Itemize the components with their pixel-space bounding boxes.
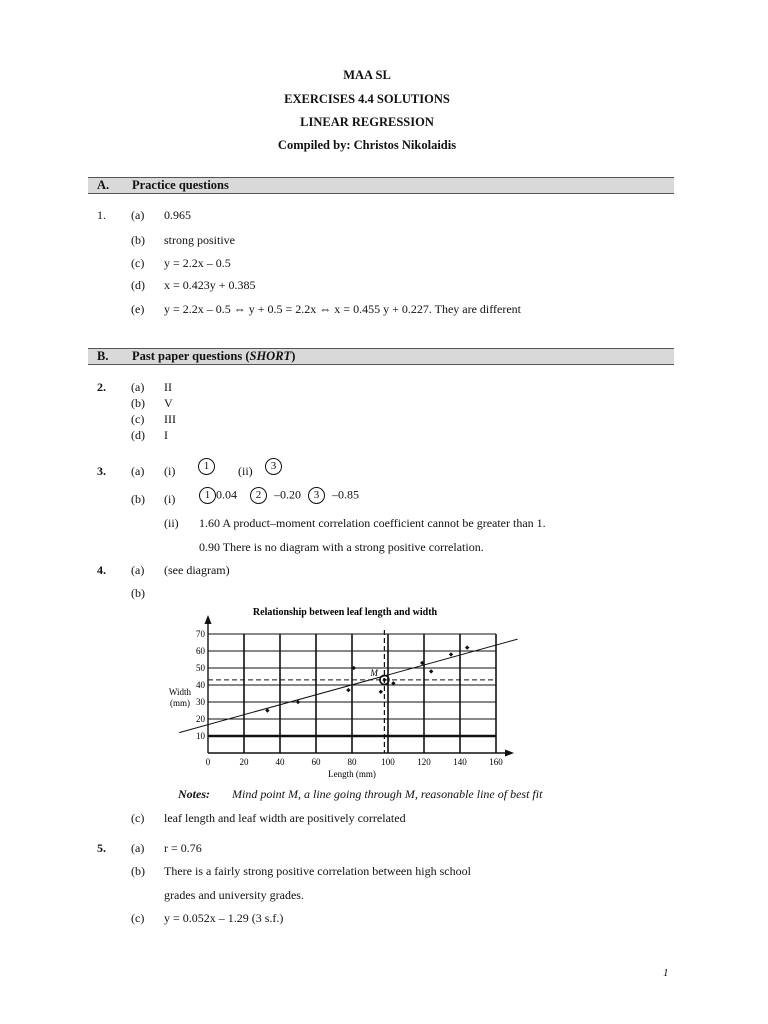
q3b-ii-label: (ii) xyxy=(164,516,179,530)
leaf-scatter-chart xyxy=(160,600,530,780)
x-tick-label-100: 100 xyxy=(381,757,395,767)
y-axis-arrow xyxy=(205,615,212,624)
q3b-ii-line1: 1.60 A product–moment correlation coefficient cannot be greater than 1. xyxy=(199,516,546,530)
data-point-5 xyxy=(379,690,383,694)
q2c-answer: III xyxy=(164,412,176,426)
q3b-ii-line2: 0.90 There is no diagram with a strong positive correlation. xyxy=(199,540,484,554)
q3b-value-3: –0.85 xyxy=(332,487,359,502)
q2c-label: (c) xyxy=(131,412,145,426)
q4-notes-label: Notes: xyxy=(178,787,210,801)
section-a-title: Practice questions xyxy=(132,178,229,192)
data-point-9 xyxy=(449,652,453,656)
section-a-header xyxy=(88,177,674,194)
q3a-ii-label: (ii) xyxy=(238,464,253,478)
y-tick-label-50: 50 xyxy=(196,663,205,673)
q3-number: 3. xyxy=(97,464,106,478)
q1b-label: (b) xyxy=(131,233,145,247)
q3a-ii-circle-number: 3 xyxy=(265,458,282,475)
section-b-title-prefix: Past paper questions ( xyxy=(132,349,250,363)
x-tick-label-140: 140 xyxy=(453,757,467,767)
section-b-title xyxy=(132,349,295,364)
q1d-answer: x = 0.423y + 0.385 xyxy=(164,278,256,292)
section-b-header xyxy=(88,348,674,365)
q3a-i-circle xyxy=(198,458,215,475)
q3a-ii-circle xyxy=(265,458,282,475)
q1c-answer: y = 2.2x – 0.5 xyxy=(164,256,231,270)
data-point-8 xyxy=(429,669,433,673)
q2d-answer: I xyxy=(164,428,168,442)
q4-notes-text: Mind point M, a line going through M, reasonable line of best fit xyxy=(232,787,543,801)
y-tick-label-30: 30 xyxy=(196,697,205,707)
y-tick-label-60: 60 xyxy=(196,646,205,656)
q3a-label: (a) xyxy=(131,464,145,478)
q5c-label: (c) xyxy=(131,911,145,925)
q4a-label: (a) xyxy=(131,563,145,577)
q1a-answer: 0.965 xyxy=(164,208,191,222)
q2b-label: (b) xyxy=(131,396,145,410)
q3b-value-1: 0.04 xyxy=(216,487,237,502)
y-axis-label-line2: (mm) xyxy=(170,697,190,708)
mean-point-dot xyxy=(383,678,386,681)
mean-point-label: M xyxy=(370,667,378,678)
q3a-i-circle-number: 1 xyxy=(198,458,215,475)
q1b-answer: strong positive xyxy=(164,233,235,247)
q4c-answer: leaf length and leaf width are positively correlated xyxy=(164,811,406,825)
q5c-answer: y = 0.052x – 1.29 (3 s.f.) xyxy=(164,911,284,925)
y-tick-label-20: 20 xyxy=(196,714,205,724)
q3b-i-label: (i) xyxy=(164,492,176,506)
q3a-i-label: (i) xyxy=(164,464,176,478)
q5b-answer-line1: There is a fairly strong positive correlation between high school xyxy=(164,864,471,878)
data-point-10 xyxy=(465,645,469,649)
doc-course: MAA SL xyxy=(343,68,391,82)
x-tick-label-20: 20 xyxy=(239,757,249,767)
q1d-label: (d) xyxy=(131,278,145,292)
q2b-answer: V xyxy=(164,396,173,410)
q1-number: 1. xyxy=(97,208,106,222)
q1c-label: (c) xyxy=(131,256,145,270)
x-tick-label-80: 80 xyxy=(347,757,357,767)
doc-topic: LINEAR REGRESSION xyxy=(300,115,434,129)
q1e-label: (e) xyxy=(131,302,145,316)
q1e-answer: y = 2.2x – 0.5 ⇔ y + 0.5 = 2.2x ⇔ x = 0.455 y + 0.227. They are different xyxy=(164,302,522,316)
chart-title: Relationship between leaf length and width xyxy=(252,607,438,618)
q2-number: 2. xyxy=(97,380,106,394)
q5-number: 5. xyxy=(97,841,106,855)
q5a-label: (a) xyxy=(131,841,145,855)
q3b-circle-3: 3 xyxy=(308,487,325,504)
x-axis-label: Length (mm) xyxy=(328,769,376,779)
y-axis-label-line1: Width xyxy=(168,686,192,697)
x-tick-label-60: 60 xyxy=(311,757,321,767)
q4a-answer: (see diagram) xyxy=(164,563,230,577)
q4-number: 4. xyxy=(97,563,106,577)
q5b-label: (b) xyxy=(131,864,145,878)
y-tick-label-70: 70 xyxy=(196,629,205,639)
doc-author: Compiled by: Christos Nikolaidis xyxy=(277,138,457,152)
data-point-3 xyxy=(346,688,350,692)
y-tick-label-40: 40 xyxy=(196,680,205,690)
section-b-title-suffix: ) xyxy=(291,349,296,363)
q1a-label: (a) xyxy=(131,208,145,222)
q3b-label: (b) xyxy=(131,492,145,506)
q3b-circle-2: 2 xyxy=(250,487,267,504)
q5a-answer: r = 0.76 xyxy=(164,841,202,855)
q5b-answer-line2: grades and university grades. xyxy=(164,888,304,902)
q2a-answer: II xyxy=(164,380,172,394)
q3b-i-values xyxy=(199,487,359,504)
doc-exercise-title: EXERCISES 4.4 SOLUTIONS xyxy=(284,92,450,106)
q2d-label: (d) xyxy=(131,428,145,442)
x-tick-label-120: 120 xyxy=(417,757,431,767)
q3b-value-2: –0.20 xyxy=(274,487,301,502)
q2a-label: (a) xyxy=(131,380,145,394)
q4b-label: (b) xyxy=(131,586,145,600)
q4c-label: (c) xyxy=(131,811,145,825)
y-tick-label-10: 10 xyxy=(196,731,205,741)
page-number: 1 xyxy=(663,967,669,979)
section-b-letter: B. xyxy=(97,349,109,363)
x-tick-label-160: 160 xyxy=(489,757,503,767)
x-tick-label-0: 0 xyxy=(205,757,211,767)
section-a-letter: A. xyxy=(97,178,110,192)
section-b-title-em: SHORT xyxy=(249,349,292,363)
x-tick-label-40: 40 xyxy=(275,757,285,767)
x-axis-arrow xyxy=(505,750,514,757)
q3b-circle-1: 1 xyxy=(199,487,216,504)
